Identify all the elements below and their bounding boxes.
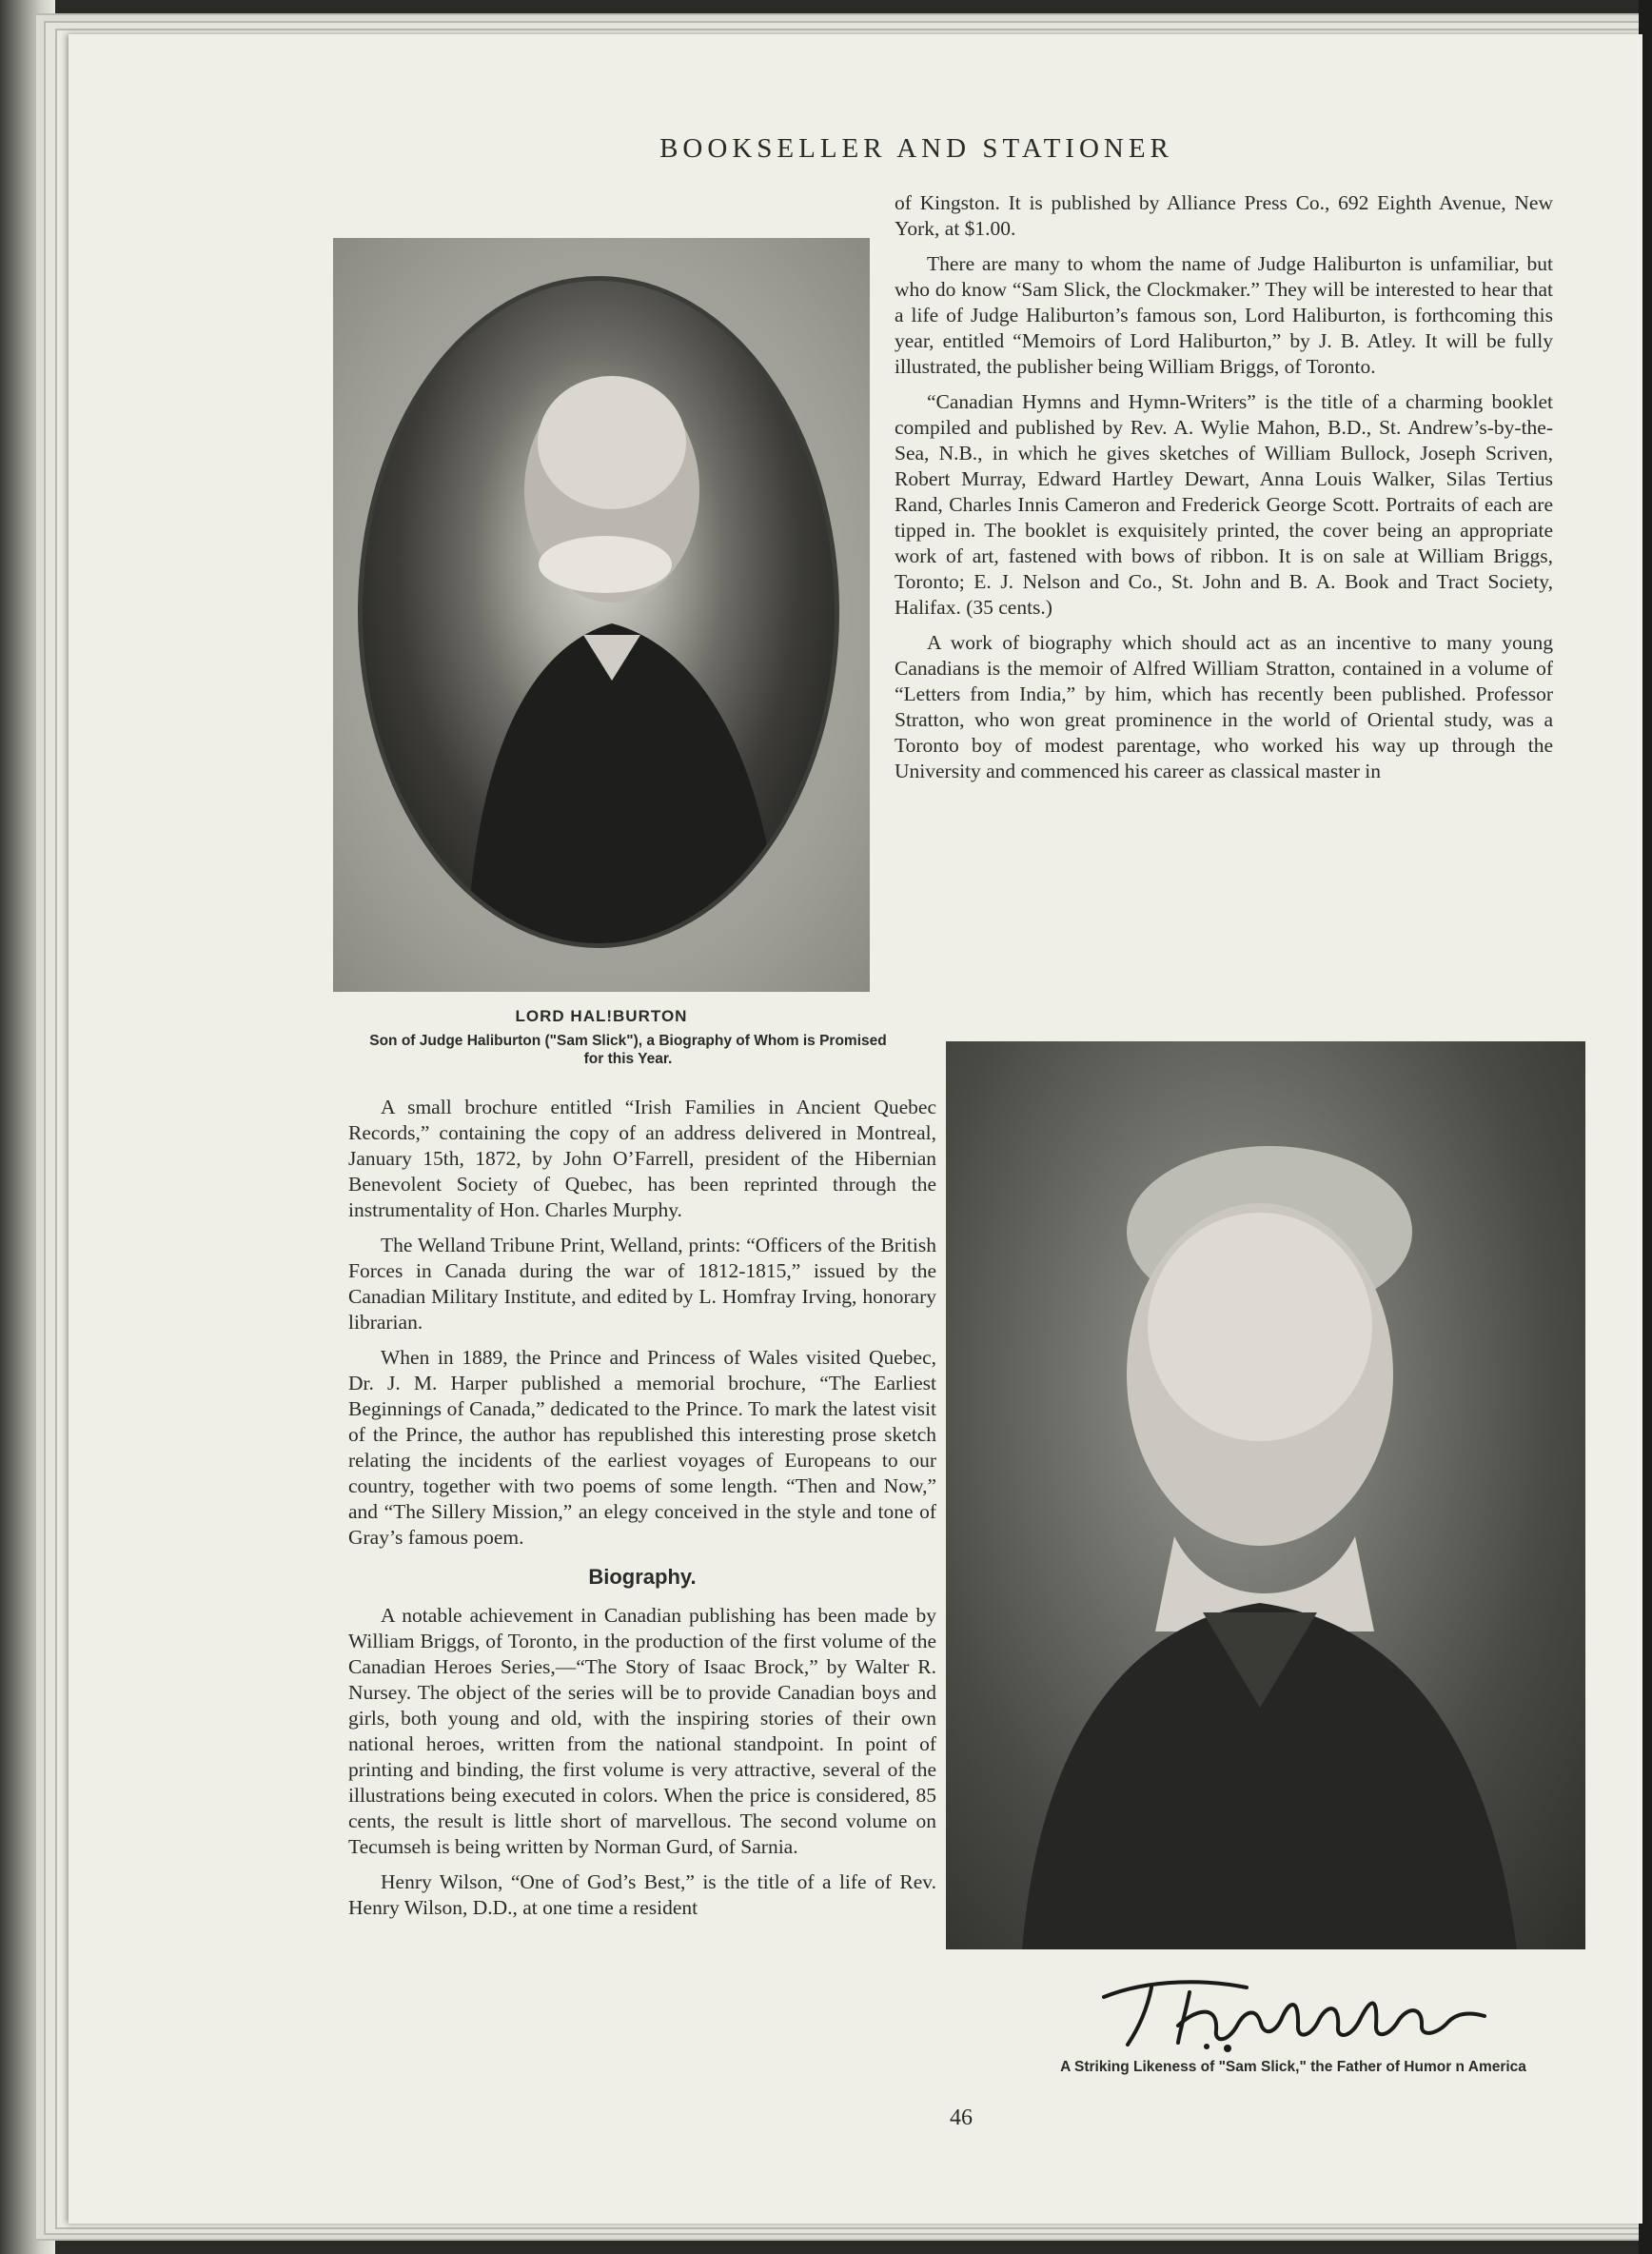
- figure-1-caption: Son of Judge Haliburton ("Sam Slick"), a Biography of Whom is Promised for this Year.: [369, 1033, 887, 1067]
- page-number: 46: [950, 2106, 973, 2130]
- figure-1-title: LORD HAL!BURTON: [515, 1007, 688, 1025]
- paragraph: “Canadian Hymns and Hymn-Writers” is the title of a charming booklet compiled and published by Rev. A. Wylie Mahon, B.D., St. Andrew’s-by-the-Sea, N.B., in which he gives sketches of William Bullock, Joseph Scriven, Robert Murray, Edward Hartley Dewart, Anna Louis Walker, Silas Tertius Rand, Charles Innis Cameron and Frederick George Scott. Portraits of each are tipped in. The booklet is exquisitely printed, the cover being an appropriate work of art, fastened with bows of ribbon. It is on sale at William Briggs, Toronto; E. J. Nelson and Co., St. John and B. A. Book and Tract Society, Halifax. (35 cents.): [895, 390, 1553, 619]
- oval-portrait-frame: [358, 276, 839, 948]
- paragraph: A notable achievement in Canadian publishing has been made by William Briggs, of Toronto, in the production of the first volume of the Canadian Heroes Series,—“The Story of Isaac Brock,” by Walter R. Nursey. The object of the series will be to provide Canadian boys and girls, both young and old, with the inspiring stories of their own national heroes, written from the national standpoint. In point of printing and binding, the first volume is very attractive, several of the illustrations being executed in colors. When the price is considered, 85 cents, the result is little short of marvellous. The second volume on Tecumseh is being written by Norman Gurd, of Sarnia.: [348, 1604, 936, 1858]
- portrait-lord-haliburton: [333, 238, 870, 992]
- paragraph: of Kingston. It is published by Alliance Press Co., 692 Eighth Avenue, New York, at $1.00.: [895, 191, 1553, 240]
- portrait-sam-slick: [946, 1041, 1585, 1949]
- running-head: BOOKSELLER AND STATIONER: [659, 133, 1173, 164]
- signature-icon: [1094, 1959, 1494, 2054]
- right-column: [895, 190, 1553, 794]
- left-column: [348, 1095, 936, 1930]
- paragraph: When in 1889, the Prince and Princess of Wales visited Quebec, Dr. J. M. Harper published a memorial brochure, “The Earliest Beginnings of Canada,” dedicated to the Prince. To mark the latest visit of the Prince, the author has republished this interesting prose sketch relating the incidents of the earliest voyages of Europeans to our country, together with two poems of some length. “Then and Now,” and “The Sillery Mission,” an elegy conceived in the style and tone of Gray’s famous poem.: [348, 1346, 936, 1549]
- portrait-figure-icon: [363, 281, 835, 943]
- paragraph: A work of biography which should act as an incentive to many young Canadians is the memoir of Alfred William Stratton, contained in a volume of “Letters from India,” by him, which has recently been published. Professor Stratton, who won great prominence in the world of Oriental study, was a Toronto boy of modest parentage, who worked his way up through the University and commenced his career as classical master in: [895, 631, 1553, 782]
- paragraph: A small brochure entitled “Irish Families in Ancient Quebec Records,” containing the copy of an address delivered in Montreal, January 15th, 1872, by John O’Farrell, president of the Hibernian Benevolent Society of Quebec, has been reprinted through the instrumentality of Hon. Charles Murphy.: [348, 1096, 936, 1221]
- figure-2-caption: A Striking Likeness of "Sam Slick," the Father of Humor n America: [1060, 2059, 1526, 2075]
- section-heading: Biography.: [588, 1565, 697, 1589]
- paragraph: There are many to whom the name of Judge Haliburton is unfamiliar, but who do know “Sam Slick, the Clockmaker.” They will be interested to hear that a life of Judge Haliburton’s famous son, Lord Haliburton, is forthcoming this year, entitled “Memoirs of Lord Haliburton,” by J. B. Atley. It will be fully illustrated, the publisher being William Briggs, of Toronto.: [895, 252, 1553, 378]
- portrait-figure-icon: [946, 1041, 1585, 1949]
- paragraph: Henry Wilson, “One of God’s Best,” is the title of a life of Rev. Henry Wilson, D.D., at one time a resident: [348, 1870, 936, 1919]
- paragraph: The Welland Tribune Print, Welland, prints: “Officers of the British Forces in Canada during the war of 1812-1815,” issued by the Canadian Military Institute, and edited by L. Homfray Irving, honorary librarian.: [348, 1234, 936, 1334]
